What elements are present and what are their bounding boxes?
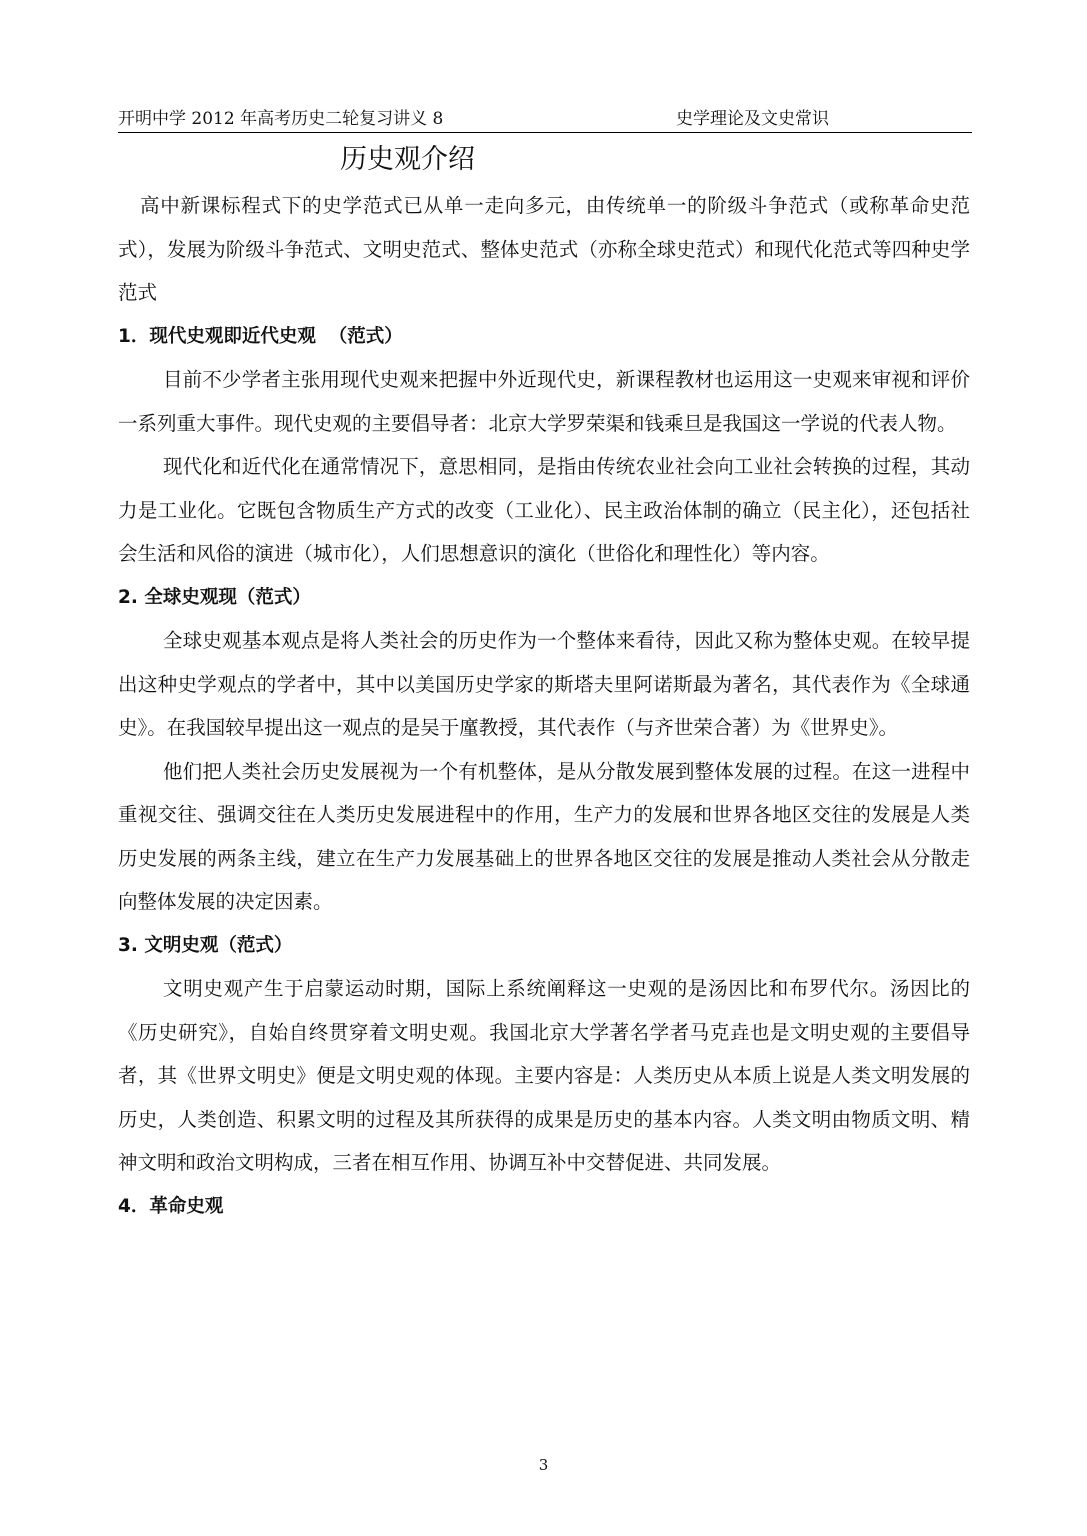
- section-paragraph: 全球史观基本观点是将人类社会的历史作为一个整体来看待，因此又称为整体史观。在较早提出这种史学观点的学者中，其中以美国历史学家的斯塔夫里阿诺斯最为著名，其代表作为《全球通史》。在我国较早提出这一观点的是吴于廑教授，其代表作（与齐世荣合著）为《世界史》。: [118, 629, 970, 739]
- header-left-text: 开明中学 2012 年高考历史二轮复习讲义 8: [118, 109, 444, 129]
- section-heading-modern: 1．现代史观即近代史观 （范式）: [118, 325, 403, 347]
- section-heading-revolution: 4．革命史观: [118, 1195, 224, 1217]
- section-paragraph: 文明史观产生于启蒙运动时期，国际上系统阐释这一史观的是汤因比和布罗代尔。汤因比的《历史研究》，自始自终贯穿着文明史观。我国北京大学著名学者马克垚也是文明史观的主要倡导者，其《世界文明史》便是文明史观的体现。主要内容是：人类历史从本质上说是人类文明发展的历史，人类创造、积累文明的过程及其所获得的成果是历史的基本内容。人类文明由物质文明、精神文明和政治文明构成，三者在相互作用、协调互补中交替促进、共同发展。: [118, 977, 970, 1174]
- section-paragraph: 他们把人类社会历史发展视为一个有机整体，是从分散发展到整体发展的过程。在这一进程中重视交往、强调交往在人类历史发展进程中的作用，生产力的发展和世界各地区交往的发展是人类历史发展的两条主线，建立在生产力发展基础上的世界各地区交往的发展是推动人类社会从分散走向整体发展的决定因素。: [118, 759, 970, 913]
- header-right-text: 史学理论及文史常识: [676, 109, 829, 129]
- document-body: [118, 184, 970, 1228]
- section-paragraph: 现代化和近代化在通常情况下，意思相同，是指由传统农业社会向工业社会转换的过程，其动力是工业化。它既包含物质生产方式的改变（工业化）、民主政治体制的确立（民主化），还包括社会生活和风俗的演进（城市化），人们思想意识的演化（世俗化和理性化）等内容。: [118, 455, 970, 565]
- section-paragraph: 目前不少学者主张用现代史观来把握中外近现代史，新课程教材也运用这一史观来审视和评价一系列重大事件。现代史观的主要倡导者：北京大学罗荣渠和钱乘旦是我国这一学说的代表人物。: [118, 368, 970, 435]
- intro-paragraph: 高中新课标程式下的史学范式已从单一走向多元，由传统单一的阶级斗争范式（或称革命史范式），发展为阶级斗争范式、文明史范式、整体史范式（亦称全球史范式）和现代化范式等四种史学范式: [118, 194, 970, 304]
- section-heading-civilization: 3. 文明史观（范式）: [118, 934, 293, 956]
- page-number: 3: [538, 1456, 549, 1474]
- section-heading-global: 2. 全球史观现（范式）: [118, 586, 311, 608]
- page-title: 历史观介绍: [340, 144, 475, 175]
- header-rule: [118, 132, 972, 133]
- page-header: [118, 106, 972, 132]
